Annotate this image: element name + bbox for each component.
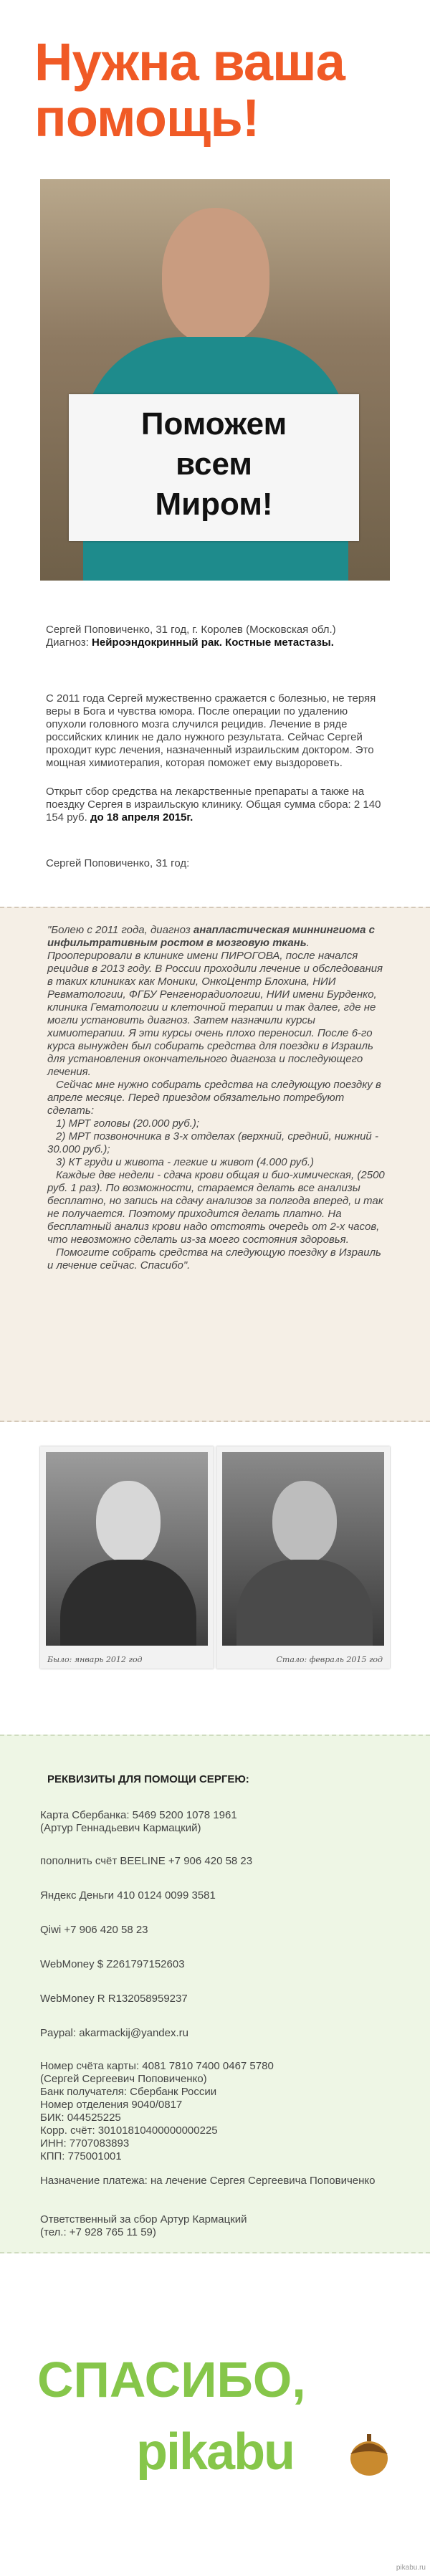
story-paragraph: С 2011 года Сергей мужественно сражается с болезнью, не теряя веры в Бога и чувства юмора. После операции по удалению опухоли головного мозга случился рецидив. Лечение в ряде российских клиник не дало нужного результата. Сейчас Сергей проходит курс лечения, назначенный израильским доктором. Это мощная химиотерапия, которая поможет ему выздороветь.	[46, 692, 376, 769]
sign-line-2: всем	[176, 447, 252, 482]
thanks-text: СПАСИБО,	[37, 2352, 306, 2408]
fundraising-text: Открыт сбор средства на лекарственные препараты а также на поездку Сергея в израильскую клинику. Общая сумма сбора: 2 140 154 руб.	[46, 786, 381, 824]
before-torso-shape	[60, 1560, 196, 1646]
after-photo	[216, 1446, 390, 1669]
after-caption: Стало: февраль 2015 год	[276, 1655, 383, 1664]
webmoney-rub-line: WebMoney R R132058959237	[40, 1993, 188, 2005]
quote-text	[47, 924, 390, 1272]
bank-name: Банк получателя: Сбербанк России	[40, 2086, 217, 2098]
before-after-photos	[0, 1446, 430, 1676]
account-holder: (Сергей Сергеевич Поповиченко)	[40, 2073, 207, 2085]
sign-line-1: Поможем	[140, 406, 287, 442]
bank-account-block	[40, 2060, 391, 2163]
after-photo-image	[222, 1452, 384, 1646]
quote-paragraph-5: 3) КТ груди и живота - легкие и живот (4.000 руб.)	[56, 1156, 315, 1168]
payment-purpose: Назначение платежа: на лечение Сергея Сергеевича Поповиченко	[40, 2175, 376, 2187]
diagnosis-line	[46, 636, 390, 649]
quote-paragraph-7: Помогите собрать средства на следующую поездку в Израиль и лечение сейчас. Спасибо".	[47, 1246, 381, 1272]
photo-head-shape	[162, 208, 269, 344]
quote-intro: Сергей Поповиченко, 31 год:	[46, 857, 190, 869]
quote-paragraph-1	[47, 924, 390, 1079]
sberbank-card-number: Карта Сбербанка: 5469 5200 1078 1961	[40, 1809, 237, 1821]
after-head-shape	[272, 1481, 337, 1563]
bank-kpp: КПП: 775001001	[40, 2150, 122, 2162]
quote-paragraph-4: 2) МРТ позвоночника в 3-х отделах (верхний, средний, нижний - 30.000 руб.);	[47, 1130, 378, 1155]
info-block	[46, 624, 390, 649]
responsible-phone: (тел.: +7 928 765 11 59)	[40, 2226, 156, 2238]
pikabu-nut-icon	[344, 2430, 394, 2480]
sberbank-card	[40, 1809, 391, 1835]
quote-section	[0, 907, 430, 1422]
sberbank-card-holder: (Артур Геннадьевич Кармацкий)	[40, 1822, 201, 1834]
pikabu-logo: pikabu	[136, 2423, 295, 2481]
before-photo-image	[46, 1452, 208, 1646]
thanks-section	[0, 2294, 430, 2576]
fundraising-paragraph	[46, 786, 390, 824]
webmoney-usd-line: WebMoney $ Z261797152603	[40, 1958, 185, 1970]
sign-board	[69, 394, 359, 541]
account-number: Номер счёта карты: 4081 7810 7400 0467 5780	[40, 2060, 274, 2072]
page-title: Нужна ваша помощь!	[34, 32, 345, 148]
quote-paragraph-6: Каждые две недели - сдача крови общая и био-химическая, (2500 руб. 1 раз). По возможности, стараемся делать все анализы бесплатно, но запись на сдачу анализов за полгода вперед, и так не получается. Поэтому приходится делать платно. На бесплатный анализ крови надо отстоять очередь от 2-х часов, что невозможно сделать из-за моего состояния здоровья.	[47, 1169, 385, 1246]
responsible-name: Ответственный за сбор Артур Кармацкий	[40, 2213, 247, 2226]
bank-branch: Номер отделения 9040/0817	[40, 2099, 183, 2111]
requisites-section	[0, 1735, 430, 2253]
quote-p1-end: . Прооперировали в клинике имени ПИРОГОВА, после начался рецидив в 2013 году. В России проходили лечение и обследования в таких клиниках как Моники, ОнкоЦентр Блохина, НИИ Ревматологии, ФГБУ Ренгенорадиологии, НИИ имени Бурденко, клиника Гематологии и клеточной терапии и так далее, где не могли установить диагноз. Затем назначили курсы химиотерапии. Я эти курсы очень плохо переносил. После 6-го курса вынужден был собирать средства для поездки в Израиль для установления окончательного диагноза и последующего лечения.	[47, 937, 383, 1078]
quote-paragraph-3: 1) МРТ головы (20.000 руб.);	[56, 1117, 200, 1130]
quote-p1-bold: анапластическая миннингиома с инфильтративным ростом в мозговую ткань	[47, 924, 375, 949]
bank-corr-account: Корр. счёт: 30101810400000000225	[40, 2124, 218, 2137]
before-photo	[40, 1446, 214, 1669]
header	[0, 0, 430, 151]
patient-photo	[40, 179, 390, 581]
quote-paragraph-2: Сейчас мне нужно собирать средства на следующую поездку в апреле месяце. Перед приездом обязательно потребуют сделать:	[47, 1079, 381, 1117]
diagnosis-label: Диагноз:	[46, 636, 89, 649]
fundraising-deadline: до 18 апреля 2015г.	[90, 811, 194, 824]
footer-credit[interactable]: pikabu.ru	[396, 2564, 426, 2572]
paypal-line: Paypal: akarmackij@yandex.ru	[40, 2027, 188, 2039]
beeline-line: пополнить счёт BEELINE +7 906 420 58 23	[40, 1855, 253, 1867]
requisites-title: РЕКВИЗИТЫ ДЛЯ ПОМОЩИ СЕРГЕЮ:	[47, 1773, 249, 1785]
quote-p1-start: "Болею с 2011 года, диагноз	[47, 924, 194, 936]
after-torso-shape	[236, 1560, 373, 1646]
before-head-shape	[96, 1481, 161, 1563]
bank-inn: ИНН: 7707083893	[40, 2137, 130, 2150]
sign-line-3: Миром!	[155, 487, 273, 522]
responsible-block	[40, 2213, 391, 2239]
yandex-line: Яндекс Деньги 410 0124 0099 3581	[40, 1889, 216, 1902]
diagnosis-value: Нейроэндокринный рак. Костные метастазы.	[92, 636, 334, 649]
person-line: Сергей Поповиченко, 31 год, г. Королев (Московская обл.)	[46, 624, 336, 636]
before-caption: Было: январь 2012 год	[47, 1655, 143, 1664]
bank-bik: БИК: 044525225	[40, 2112, 121, 2124]
qiwi-line: Qiwi +7 906 420 58 23	[40, 1924, 148, 1936]
